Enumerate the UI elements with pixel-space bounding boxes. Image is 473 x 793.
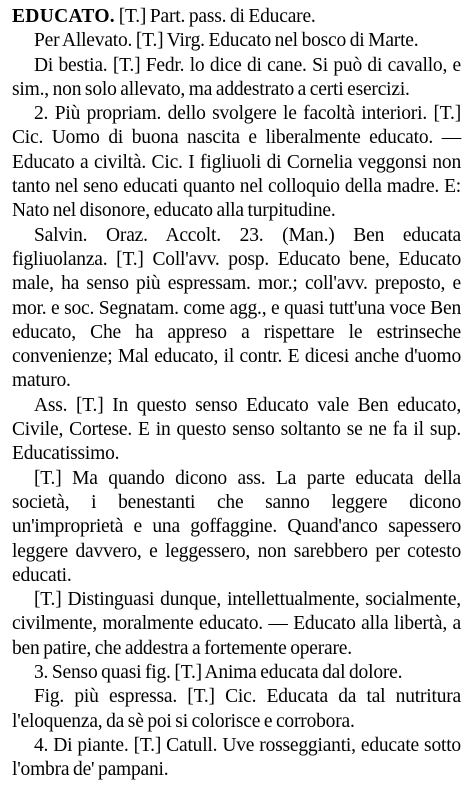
entry-paragraph [12, 467, 461, 588]
paragraph-text: [T.] Ma quando dicono ass. La parte educata della società, i benestanti che sanno leggere dicono un'improprietà e una goffaggine. Quand'anco sapessero leggere davvero, e leggessero, non sarebbero per cotesto educati. [12, 467, 461, 586]
paragraph-text: 3. Senso quasi fig. [T.] Anima educata dal dolore. [34, 662, 403, 684]
dictionary-entry [12, 5, 461, 783]
entry-paragraph [12, 394, 461, 467]
entry-paragraph [12, 685, 461, 734]
entry-paragraph [12, 54, 461, 103]
paragraph-text: Per Allevato. [T.] Virg. Educato nel bosco di Marte. [34, 30, 419, 52]
paragraph-text: Salvin. Oraz. Accolt. 23. (Man.) Ben educata figliuolanza. [T.] Coll'avv. posp. Educato bene, Educato male, ha senso più espressam. mor.; coll'avv. preposto, e mor. e soc. Segnatam. come agg., e quasi tutt'una voce Ben educato, Che ha appreso a rispettare le estrinseche convenienze; Mal educato, il contr. E dicesi anche d'uomo maturo. [12, 224, 461, 392]
entry-paragraph [12, 734, 461, 783]
entry-paragraph [12, 5, 461, 29]
paragraph-text: 2. Più propriam. dello svolgere le facoltà interiori. [T.] Cic. Uomo di buona nascita e liberalmente educato. — Educato a civiltà. Cic. I figliuoli di Cornelia veggonsi non tanto nel seno educati quanto nel colloquio della madre. E: Nato nel disonore, educato alla turpitudine. [12, 103, 461, 222]
paragraph-text: 4. Di piante. [T.] Catull. Uve rosseggianti, educate sotto l'ombra de' pampani. [12, 734, 461, 781]
paragraph-text: Ass. [T.] In questo senso Educato vale Ben educato, Civile, Cortese. E in questo senso soltanto se ne fa il sup. Educatissimo. [12, 394, 461, 465]
entry-paragraph [12, 661, 461, 685]
headword: EDUCATO. [12, 6, 115, 27]
entry-paragraph [12, 29, 461, 53]
entry-paragraph [12, 224, 461, 394]
entry-paragraph [12, 588, 461, 661]
entry-paragraph [12, 102, 461, 223]
paragraph-text: [T.] Distinguasi dunque, intellettualmente, socialmente, civilmente, moralmente educato. — Educato alla libertà, a ben patire, che addestra a fortemente operare. [12, 589, 461, 659]
paragraph-text: Di bestia. [T.] Fedr. lo dice di cane. Si può di cavallo, e sim., non solo allevato, ma addestrato a certi esercizi. [12, 54, 461, 100]
paragraph-text: Fig. più espressa. [T.] Cic. Educata da tal nutritura l'eloquenza, da sè poi si colorisce e corrobora. [12, 686, 461, 732]
paragraph-text: [T.] Part. pass. di Educare. [118, 6, 316, 27]
